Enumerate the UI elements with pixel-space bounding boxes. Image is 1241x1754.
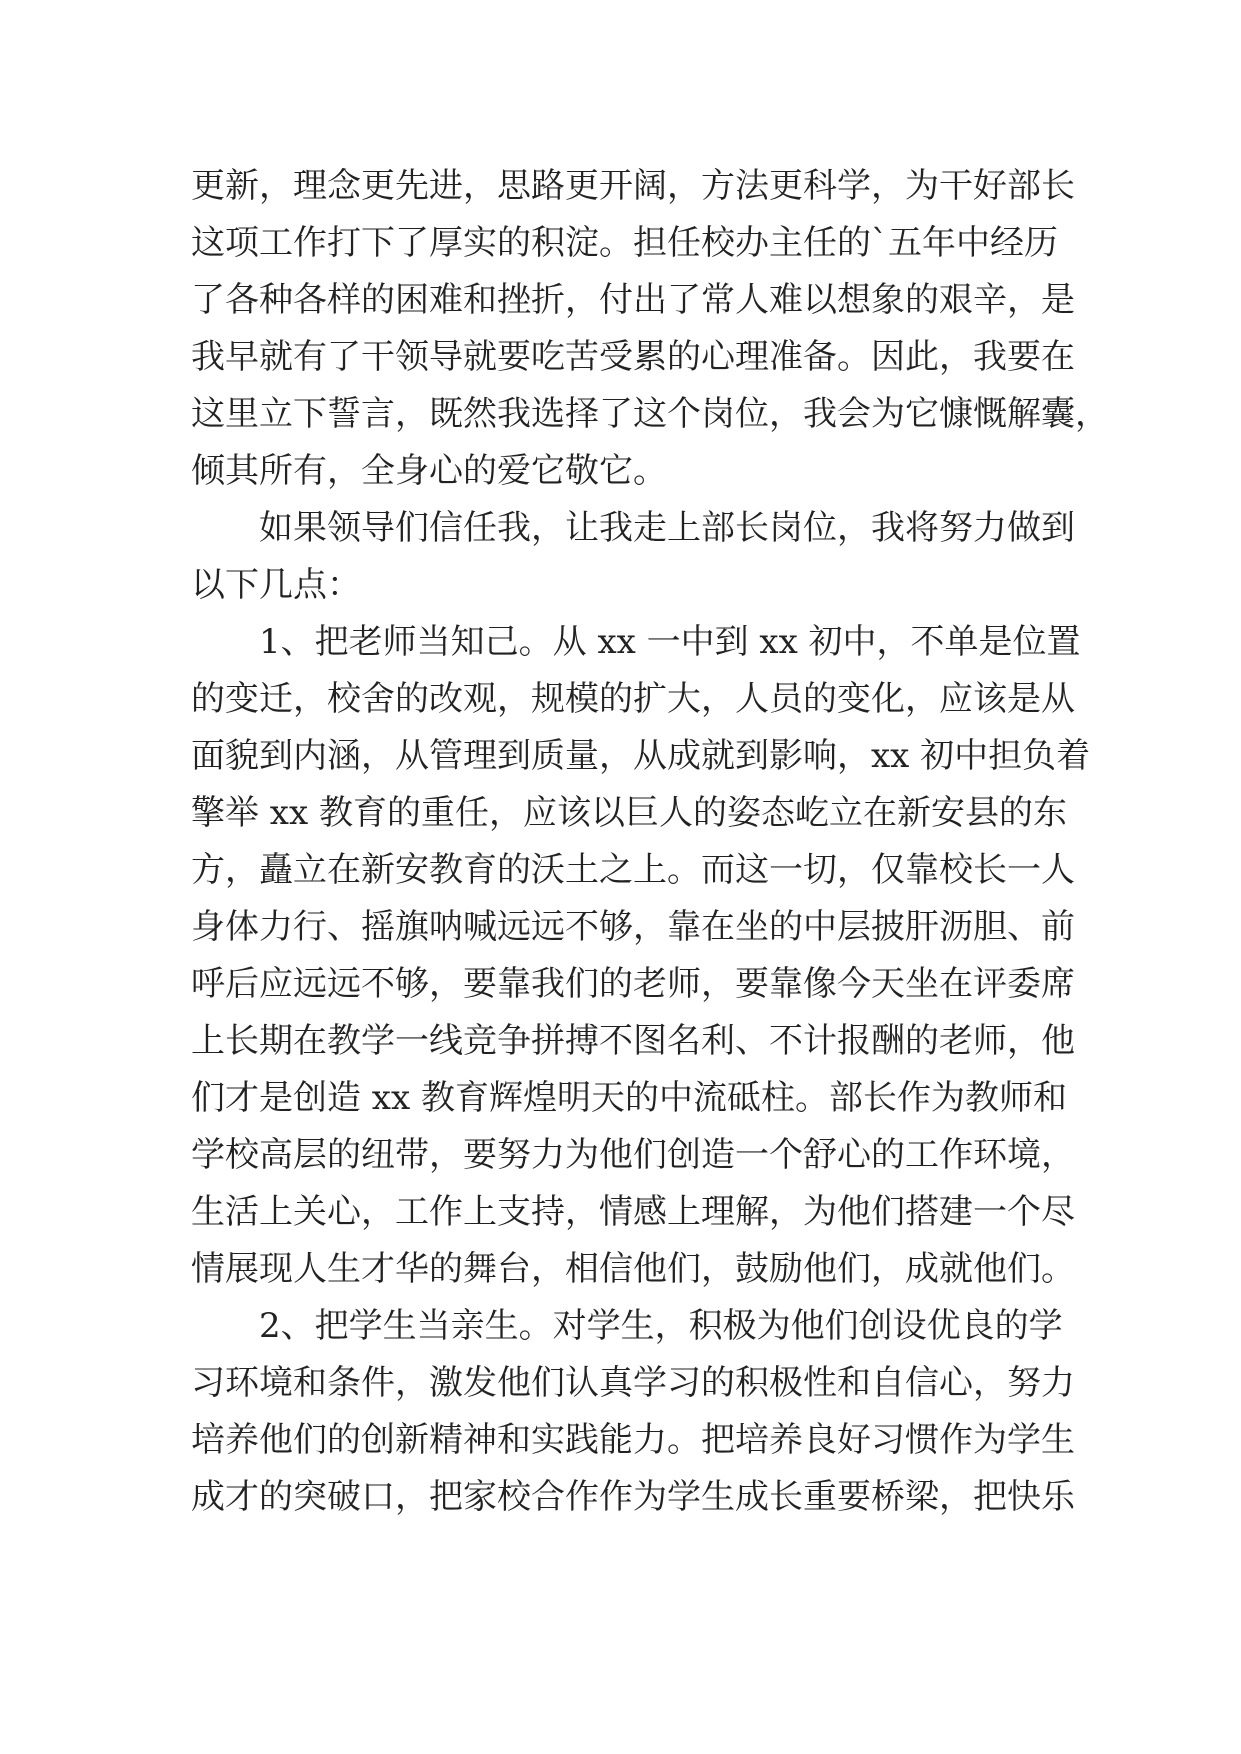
paragraph-first-line: 2、把学生当亲生。对学生，积极为他们创设优良的学	[191, 1306, 1063, 1346]
text-line: 我早就有了干领导就要吃苦受累的心理准备。因此，我要在	[191, 337, 1075, 377]
text-line: 生活上关心，工作上支持，情感上理解，为他们搭建一个尽	[191, 1192, 1075, 1232]
text-line: 身体力行、摇旗呐喊远远不够，靠在坐的中层披肝沥胆、前	[191, 907, 1075, 947]
paragraph-first-line: 如果领导们信任我，让我走上部长岗位，我将努力做到	[191, 508, 1075, 548]
text-line: 成才的突破口，把家校合作作为学生成长重要桥梁，把快乐	[191, 1477, 1075, 1517]
text-line: 培养他们的创新精神和实践能力。把培养良好习惯作为学生	[191, 1420, 1075, 1460]
body-text	[191, 158, 1109, 1526]
text-line: 以下几点：	[191, 565, 361, 605]
text-line: 方，矗立在新安教育的沃土之上。而这一切，仅靠校长一人	[191, 850, 1075, 890]
text-line: 们才是创造 xx 教育辉煌明天的中流砥柱。部长作为教师和	[191, 1078, 1067, 1118]
text-line: 这里立下誓言，既然我选择了这个岗位，我会为它慷慨解囊，	[191, 394, 1109, 434]
text-line: 学校高层的纽带，要努力为他们创造一个舒心的工作环境，	[191, 1135, 1075, 1175]
text-line: 面貌到内涵，从管理到质量，从成就到影响，xx 初中担负着	[191, 736, 1091, 776]
text-line: 更新，理念更先进，思路更开阔，方法更科学，为干好部长	[191, 166, 1075, 206]
text-line: 擎举 xx 教育的重任，应该以巨人的姿态屹立在新安县的东	[191, 793, 1067, 833]
text-line: 了各种各样的困难和挫折，付出了常人难以想象的艰辛，是	[191, 280, 1075, 320]
text-line: 的变迁，校舍的改观，规模的扩大，人员的变化，应该是从	[191, 679, 1075, 719]
text-line: 上长期在教学一线竞争拼搏不图名利、不计报酬的老师，他	[191, 1021, 1075, 1061]
text-line: 情展现人生才华的舞台，相信他们，鼓励他们，成就他们。	[191, 1249, 1075, 1289]
text-line: 呼后应远远不够，要靠我们的老师，要靠像今天坐在评委席	[191, 964, 1075, 1004]
text-line: 倾其所有，全身心的爱它敬它。	[191, 451, 667, 491]
text-line: 习环境和条件，激发他们认真学习的积极性和自信心，努力	[191, 1363, 1075, 1403]
text-line: 这项工作打下了厚实的积淀。担任校办主任的`五年中经历	[191, 223, 1058, 263]
paragraph-first-line: 1、把老师当知己。从 xx 一中到 xx 初中，不单是位置	[191, 622, 1081, 662]
